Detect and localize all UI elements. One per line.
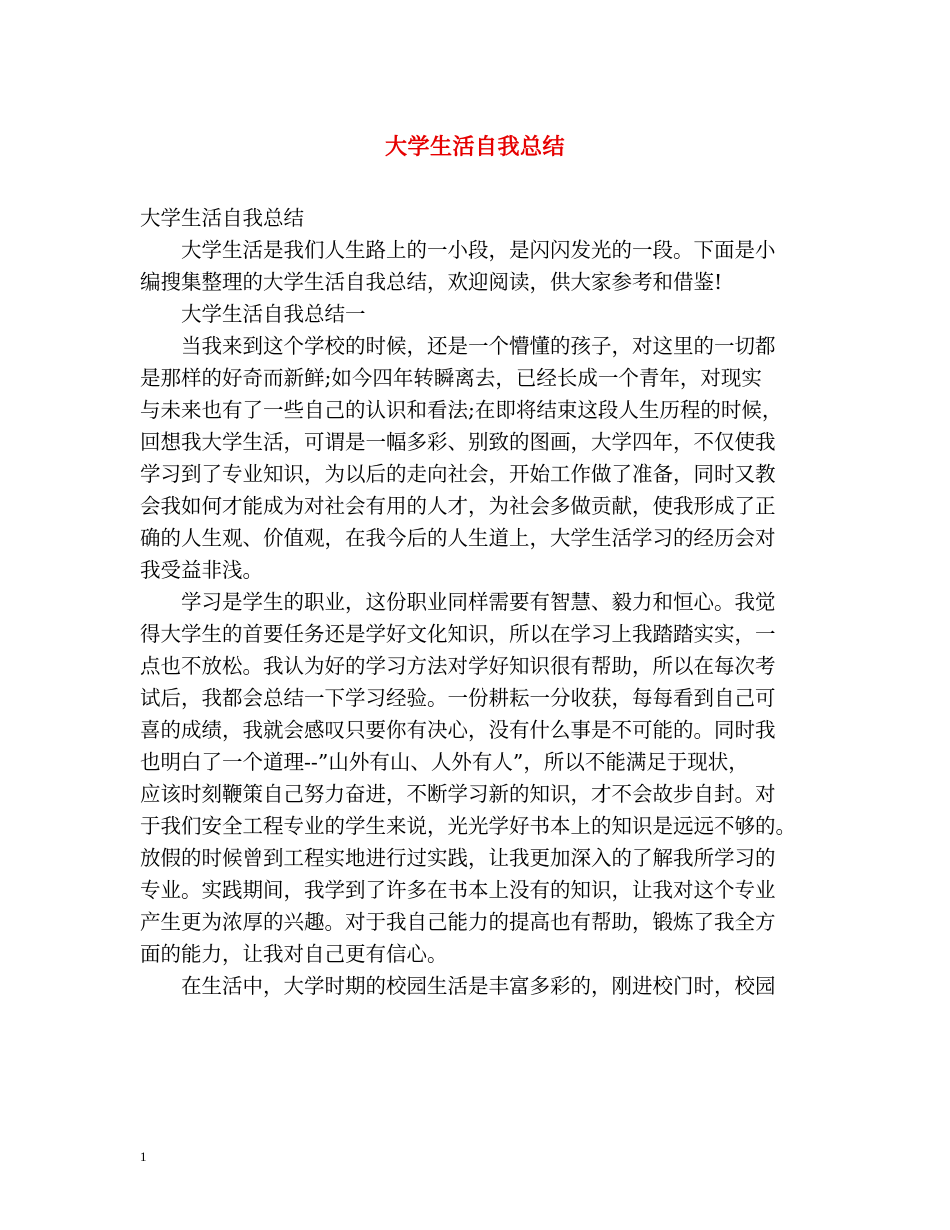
text-line: 产生更为浓厚的兴趣。对于我自己能力的提高也有帮助，锻炼了我全方: [140, 910, 776, 934]
text-line: 学习到了专业知识，为以后的走向社会，开始工作做了准备，同时又教: [140, 462, 776, 486]
text-line: 面的能力，让我对自己更有信心。: [140, 942, 448, 966]
text-line: 当我来到这个学校的时候，还是一个懵懂的孩子，对这里的一切都: [181, 334, 776, 358]
page-number: 1: [140, 1149, 147, 1164]
text-line: 放假的时候曾到工程实地进行过实践，让我更加深入的了解我所学习的: [140, 846, 776, 870]
text-line: 喜的成绩，我就会感叹只要你有决心，没有什么事是不可能的。同时我: [140, 718, 776, 742]
text-line: 试后，我都会总结一下学习经验。一份耕耘一分收获，每每看到自己可: [140, 686, 776, 710]
text-line: 得大学生的首要任务还是学好文化知识，所以在学习上我踏踏实实，一: [140, 622, 776, 646]
text-line: 与未来也有了一些自己的认识和看法;在即将结束这段人生历程的时候，: [140, 398, 783, 422]
text-line: 会我如何才能成为对社会有用的人才，为社会多做贡献，使我形成了正: [140, 494, 776, 518]
text-line: 在生活中，大学时期的校园生活是丰富多彩的，刚进校门时，校园: [181, 974, 776, 998]
text-line: 回想我大学生活，可谓是一幅多彩、别致的图画，大学四年，不仅使我: [140, 430, 776, 454]
text-line: 大学生活是我们人生路上的一小段，是闪闪发光的一段。下面是小: [181, 238, 776, 262]
text-line: 确的人生观、价值观，在我今后的人生道上，大学生活学习的经历会对: [140, 526, 776, 550]
text-line: 专业。实践期间，我学到了许多在书本上没有的知识，让我对这个专业: [140, 878, 776, 902]
document-title: 大学生活自我总结: [384, 134, 565, 160]
document-body: [140, 202, 815, 1002]
text-line: 大学生活自我总结: [140, 206, 304, 230]
text-line: 也明白了一个道理--”山外有山、人外有人”，所以不能满足于现状，: [140, 750, 749, 774]
text-line: 于我们安全工程专业的学生来说，光光学好书本上的知识是远远不够的。: [140, 814, 796, 838]
text-line: 点也不放松。我认为好的学习方法对学好知识很有帮助，所以在每次考: [140, 654, 776, 678]
text-line: 应该时刻鞭策自己努力奋进，不断学习新的知识，才不会故步自封。对: [140, 782, 776, 806]
text-line: 是那样的好奇而新鲜;如今四年转瞬离去，已经长成一个青年，对现实: [140, 366, 762, 390]
text-line: 大学生活自我总结一: [181, 302, 366, 326]
text-line: 学习是学生的职业，这份职业同样需要有智慧、毅力和恒心。我觉: [181, 590, 776, 614]
text-line: 编搜集整理的大学生活自我总结，欢迎阅读，供大家参考和借鉴!: [140, 270, 723, 294]
text-line: 我受益非浅。: [140, 558, 263, 582]
